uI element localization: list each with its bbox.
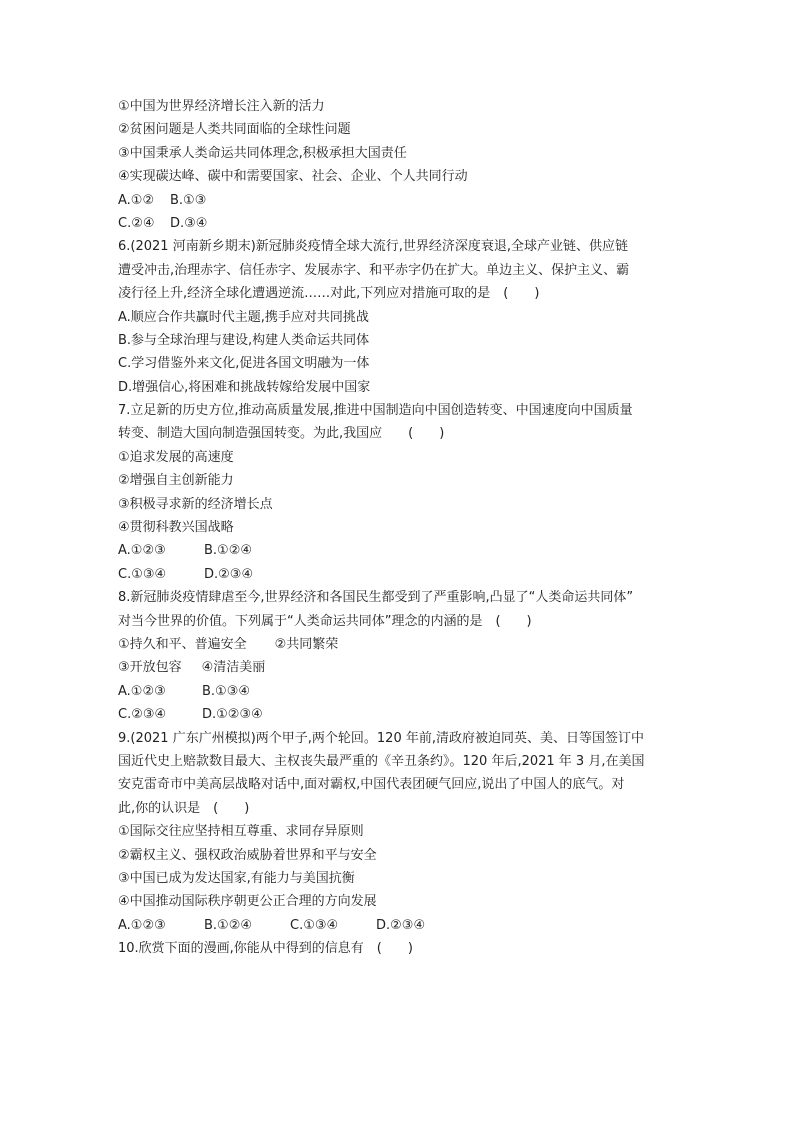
q7-options-row-2 [118, 563, 684, 586]
q8-option-a: A.①②③ [118, 683, 166, 699]
q7-options-row-1 [118, 539, 684, 562]
q9-statement-4: ④中国推动国际秩序朝更公正合理的方向发展 [118, 894, 377, 910]
q6-option-d: D.增强信心,将困难和挑战转嫁给发展中国家 [118, 379, 371, 395]
q6-stem-line-3: 凌行径上升,经济全球化遭遇逆流……对此,下列应对措施可取的是 ( ) [118, 286, 540, 302]
q6-stem-line-2: 遭受冲击,治理赤字、信任赤字、发展赤字、和平赤字仍在扩大。单边主义、保护主义、霸 [118, 262, 630, 278]
q8-options-row-2 [118, 703, 684, 726]
q9-stem-line-2: 国近代史上赔款数目最大、主权丧失最严重的《辛丑条约》。120 年后,2021 年 3 月,在美国 [118, 753, 645, 769]
q6-option-b: B.参与全球治理与建设,构建人类命运共同体 [118, 332, 370, 348]
q9-statement-3: ③中国已成为发达国家,有能力与美国抗衡 [118, 870, 355, 886]
q9-option-b: B.①②④ [204, 917, 253, 933]
q8-statement-4: ④清洁美丽 [201, 660, 266, 676]
q8-statement-1: ①持久和平、普遍安全 [118, 636, 247, 652]
q5-statement-4: ④实现碳达峰、碳中和需要国家、社会、企业、个人共同行动 [118, 169, 468, 185]
q9-option-a: A.①②③ [118, 917, 166, 933]
q8-statement-2: ②共同繁荣 [274, 636, 339, 652]
q8-options-row-1 [118, 680, 684, 703]
q10-stem-line-1: 10.欣赏下面的漫画,你能从中得到的信息有 ( ) [118, 941, 413, 957]
q7-option-c: C.①③④ [118, 566, 167, 582]
q8-statement-3: ③开放包容 [118, 660, 182, 676]
q9-options-row [118, 914, 684, 937]
q7-statement-1: ①追求发展的高速度 [118, 449, 234, 465]
q6-stem-line-1: 6.(2021 河南新乡期末)新冠肺炎疫情全球大流行,世界经济深度衰退,全球产业链、供应链 [118, 239, 629, 255]
q8-spacer [247, 633, 275, 656]
q9-option-c: C.①③④ [290, 917, 339, 933]
q8-option-c: C.②③④ [118, 707, 167, 723]
q5-statement-2: ②贫困问题是人类共同面临的全球性问题 [118, 122, 351, 138]
q9-statement-2: ②霸权主义、强权政治威胁着世界和平与安全 [118, 847, 377, 863]
q9-stem-line-3: 安克雷奇市中美高层战略对话中,面对霸权,中国代表团硬气回应,说出了中国人的底气。对 [118, 777, 625, 793]
q5-option-b: B.①③ [170, 192, 207, 208]
q7-stem-line-1: 7.立足新的历史方位,推动高质量发展,推进中国制造向中国创造转变、中国速度向中国质量 [118, 403, 633, 419]
q5-statement-1: ①中国为世界经济增长注入新的活力 [118, 99, 325, 114]
q7-stem-line-2: 转变、制造大国向制造强国转变。为此,我国应 ( ) [118, 426, 445, 442]
q8-option-b: B.①③④ [202, 683, 251, 699]
q5-options-row-1 [118, 189, 684, 212]
q8-stem-line-2: 对当今世界的价值。下列属于“人类命运共同体”理念的内涵的是 ( ) [118, 613, 532, 629]
q6-option-a: A.顺应合作共赢时代主题,携手应对共同挑战 [118, 309, 369, 325]
q7-option-a: A.①②③ [118, 543, 166, 559]
q7-option-d: D.②③④ [204, 566, 254, 582]
q7-statement-3: ③积极寻求新的经济增长点 [118, 496, 273, 512]
q8-option-d: D.①②③④ [202, 707, 263, 723]
q8-statements-row-1 [118, 633, 684, 656]
q9-statement-1: ①国际交往应坚持相互尊重、求同存异原则 [118, 824, 364, 840]
q5-option-c: C.②④ [118, 215, 155, 231]
q9-stem-line-4: 此,你的认识是 ( ) [118, 800, 250, 816]
q8-stem-line-1: 8.新冠肺炎疫情肆虐至今,世界经济和各国民生都受到了严重影响,凸显了“人类命运共同体” [118, 590, 634, 606]
q8-gap [182, 656, 202, 679]
q5-option-d: D.③④ [170, 215, 208, 231]
question-content [118, 95, 684, 960]
q7-statement-4: ④贯彻科教兴国战略 [118, 520, 234, 536]
q5-statement-3: ③中国秉承人类命运共同体理念,积极承担大国责任 [118, 145, 407, 161]
q7-statement-2: ②增强自主创新能力 [118, 473, 234, 489]
q5-option-a: A.①② [118, 192, 155, 208]
q9-option-d: D.②③④ [376, 917, 426, 933]
q6-option-c: C.学习借鉴外来文化,促进各国文明融为一体 [118, 356, 370, 372]
q8-statements-row-2 [118, 656, 684, 679]
q9-stem-line-1: 9.(2021 广东广州模拟)两个甲子,两个轮回。120 年前,清政府被迫同英、美、日等国签订中 [118, 730, 644, 746]
q5-options-row-2 [118, 212, 684, 235]
q7-option-b: B.①②④ [204, 543, 253, 559]
